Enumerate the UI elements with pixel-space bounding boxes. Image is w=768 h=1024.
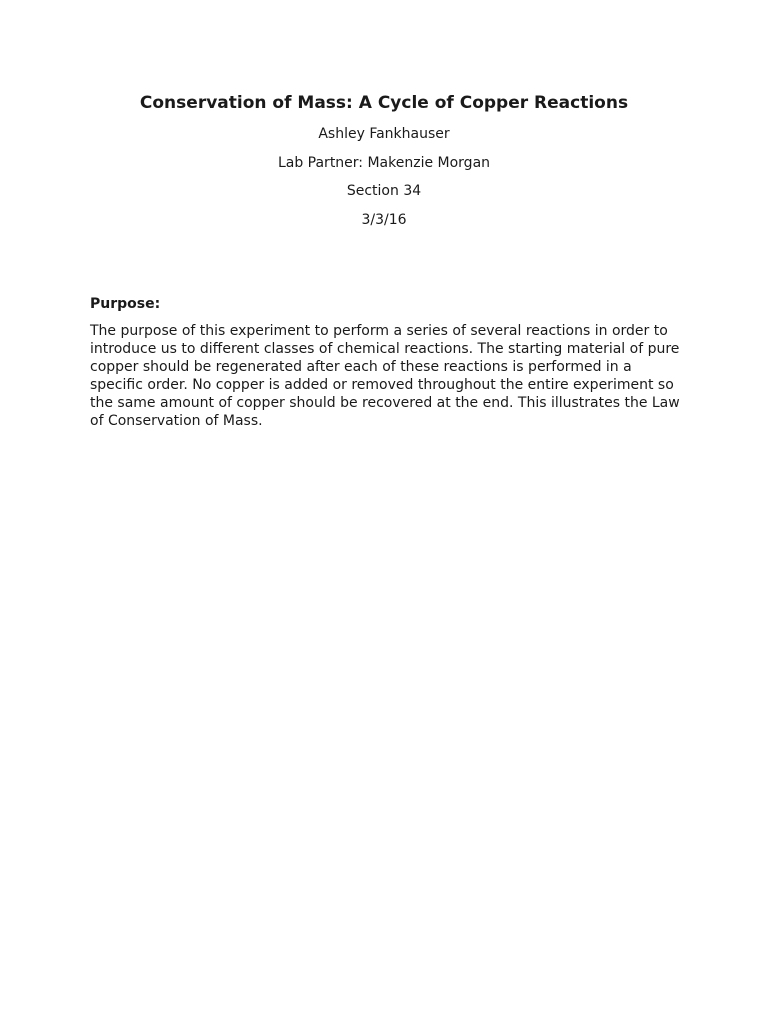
- purpose-heading: Purpose:: [90, 296, 161, 312]
- section-number: Section 34: [346, 183, 422, 199]
- purpose-paragraph: [90, 322, 682, 430]
- purpose-line: the same amount of copper should be recovered at the end. This illustrates the Law: [90, 395, 680, 411]
- purpose-line: copper should be regenerated after each of these reactions is performed in a: [90, 359, 632, 375]
- purpose-line: specific order. No copper is added or removed throughout the entire experiment so: [90, 377, 674, 393]
- document-title: Conservation of Mass: A Cycle of Copper Reactions: [139, 93, 629, 113]
- lab-partner: Lab Partner: Makenzie Morgan: [277, 155, 491, 171]
- purpose-line: of Conservation of Mass.: [90, 413, 263, 429]
- report-date: 3/3/16: [361, 212, 407, 228]
- purpose-line: The purpose of this experiment to perform a series of several reactions in order to: [90, 323, 668, 339]
- author-name: Ashley Fankhauser: [318, 126, 450, 142]
- purpose-line: introduce us to different classes of chemical reactions. The starting material of pure: [90, 341, 680, 357]
